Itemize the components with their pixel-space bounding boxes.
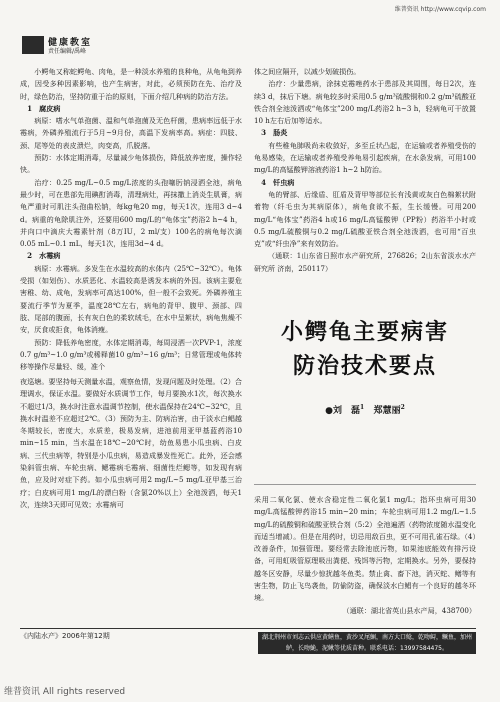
paragraph: （通联：湖北省英山县水产局，438700） [342,605,476,615]
author-2-mark: 2 [400,404,405,411]
paragraph: 龟的臂部、后缘盾、肛盾及背甲等部位长有浅黄或灰白色棉絮状附着物（纤毛虫为其病原体），病龟食欲不振，生长缓慢。可用200 mg/L“龟体宝”药浴4 h或16 mg/L高锰酸钾（PP粉）药浴半小时或0.5 mg/L硫酸铜与0.2 mg/L硫酸亚铁合剂全池泼洒，也可用“百虫克”或“纤虫净”来有效防治。 [254,189,476,249]
section-heading: 2 水霉病 [27,251,61,261]
section-heading: 3 肠炎 [261,128,288,138]
ad-text: 湖北荆州市刘志云供应黄鳝鱼，黄沙叉尾鮰，南方大口鲶，乾吻鲟，鳜鱼，加州鲈，长吻鮠，泥鳅等优质苗种。联系电话：13997584475。 [261,634,472,652]
paragraph: 采用二氧化氯、使水含稳定性二氧化氯1 mg/L；指环虫病可用30 mg/L高锰酸钾药浴15 min~20 min；车轮虫病可用1.2 mg/L~1.5 mg/L的硫酸铜和硫酸亚铁合剂（5:2）全池遍洒（药物浓度随水温变化而适当增减）。但是在用药时，切忌用敌百虫，更不可用孔雀石绿。（4）改善条件，加强管理。要经常去除池底污物，如果池底能效有排污设备，可用虹吸管原理吸出粪便、残饵等污物，定期换水。另外，要保持越冬区安静，尽量少惊扰越冬鱼类。禁止禽、畜下池，消灭蛇、鳝等有害生物，防止飞鸟袭鱼，防偷防盗，确保淡水白鲳有一个良好的越冬环境。 [254,495,476,603]
paragraph: 病原：嗜水气单孢菌、温和气单孢菌及无色杆菌，患病率远低于水霉病，外磷养殖流行于5月~9月份，高温下发病率高。病症：四肢、颈、尾等处的表皮溃烂，肉变高，爪脱落。 [20,116,242,150]
text-column-4 [254,494,476,624]
ad-box [258,632,476,654]
column-editor: 责任编辑/禹峰 [48,48,87,55]
author-line: ●刘 磊$^1$ 郑慧丽$^2$ [325,404,405,416]
paragraph: 有些稚龟肺吸尚未收敛好，多至丘状凸起，在运输或者养殖受伤的龟易感染，在运输或者养殖受养龟易引起疾病，在水条发病，可用100 mg/L的高锰酸钾溶液药浴1 h~2 h防治。 [254,140,476,175]
paragraph: 预防：水体定期消毒，尽量减少龟体损伤，降低放养密度，操作轻快。 [20,153,242,175]
column-logo [22,34,142,56]
text-column-2 [254,66,476,306]
article-title [254,316,476,384]
section-heading: 1 腐皮病 [27,103,61,113]
article-title-line-2: 防治技术要点 [292,354,437,379]
watermark: 维普资讯 All rights reserved [4,687,126,697]
journal-issue: 《内陆水产》2006年第12期 [20,632,110,640]
paragraph: 体之间应隔开，以减少划破损伤。 [254,67,361,76]
author-2: 郑慧丽 [373,406,401,416]
paragraph: 小鳄龟又称蛇鳄龟、肉龟，是一种淡水养殖的良种龟，从龟龟到养成，因受多种因素影响，也产生病害，对此，必须预防在先、治疗及时，绿色防治，坚持防重于治的原则，下面介绍几种病的防治方法。 [20,67,242,101]
text-column-1 [20,66,242,374]
column-name: 健康教室 [48,38,93,48]
column-logo-icon [22,36,44,54]
paragraph: 病原：水霉病。多发生在水温较高的水体内（25℃~32℃）。龟体受损（如划伤）、水质恶化、水温较高是诱发本病的外因。该病主要危害稚、幼、成龟，发病率可高达100%，但一般不会致死。外磷养殖主要流行季节为夏季，温度28℃左右，病龟的背甲、腹甲、颈部、四肢、尾部的腹面，长有灰白色的柔软绒毛，在水中呈絮状，病龟焦燥不安，厌食或拒食，龟体消瘦。 [20,263,242,335]
paragraph: 治疗：少量患病，涂抹克霉唑药水于患部及其周围，每日2次，连续3 d，抹后下塘。病龟较多时采用0.5 g/m³硫酸铜和0.2 g/m³硫酸亚铁合剂全池泼洒或“龟体宝”200 mg/L药浴2 h~3 h，轻病龟可干放置10 h左右后加等适水。 [254,79,476,126]
article-title-line-1: 小鳄龟主要病害 [280,320,449,345]
paragraph: 预防：降低养龟密度，水体定期消毒，每周浸洒一次PVP-1，浓度0.7 g/m³~1.0 g/m³或稀释菌10 g/m³~16 g/m³；日常管理或龟体转移等操作尽量轻、缓，准个 [20,337,242,372]
affiliation-rule [254,468,476,485]
paragraph: 夜巡塘。要坚持每天测量水温，观察鱼情，发现问题及时处理。（2）合理调水，保证水温。要做好水质调节工作，每月要换水1次，每次换水不超过1/3，换水时注意水温调节控制，使水温保持在24℃~32℃，且换水时温差不应超过2℃。（3）预防为主、防病治害，由于淡水白鲳越冬期较长，密度大，水质差，极易发病，进池前用亚甲基蓝药浴10 min~15 min，当水温在18℃~20℃时，幼鱼易患小瓜虫病、白皮病、三代虫病等，特别是小瓜虫病，易造成暴发性死亡。此外，还会感染斜管虫病、车轮虫病、鳃霉病毛霉病、细菌性烂鳃等，如发现有病鱼，应及时对症下药。如小瓜虫病可用2 mg/L~5 mg/L亚甲基三治疗；白皮病可用1 mg/L的漂白粉（含氯20%以上）全池泼洒，每天1次，连续3天即可见效；水霉病可 [20,377,242,509]
site-header: 维普资讯 http://www.cqvip.com [394,6,486,13]
affiliation: （通联：1山东省日照市水产研究所，276826；2山东省淡水水产研究所 济南，250117） [254,252,476,273]
author-1: 刘 磊 [333,406,361,416]
footer-divider [20,628,476,629]
text-column-3 [20,376,242,616]
section-heading: 4 钎虫病 [261,177,295,187]
paragraph: 治疗：0.25 mg/L~0.5 mg/L浓度的头孢噻肟钠浸洒全池，病龟最少时，可在患部先用碘酊消毒，清理病灶，再抹撒上消炎生肌膏，病龟严重时可肌注头孢曲松钠，每kg龟20 mg，每天1次，连用3 d~4 d。病重的龟除肌注外，还要用600 mg/L的“龟体宝”药浴2 h~4 h，并向口中滴庆大霉素针剂（8万IU，2 ml/支）100名的病龟每次滴0.05 mL~0.1 mL，每天1次，连用3d~4 d。 [20,177,242,249]
author-1-mark: 1 [360,404,365,411]
